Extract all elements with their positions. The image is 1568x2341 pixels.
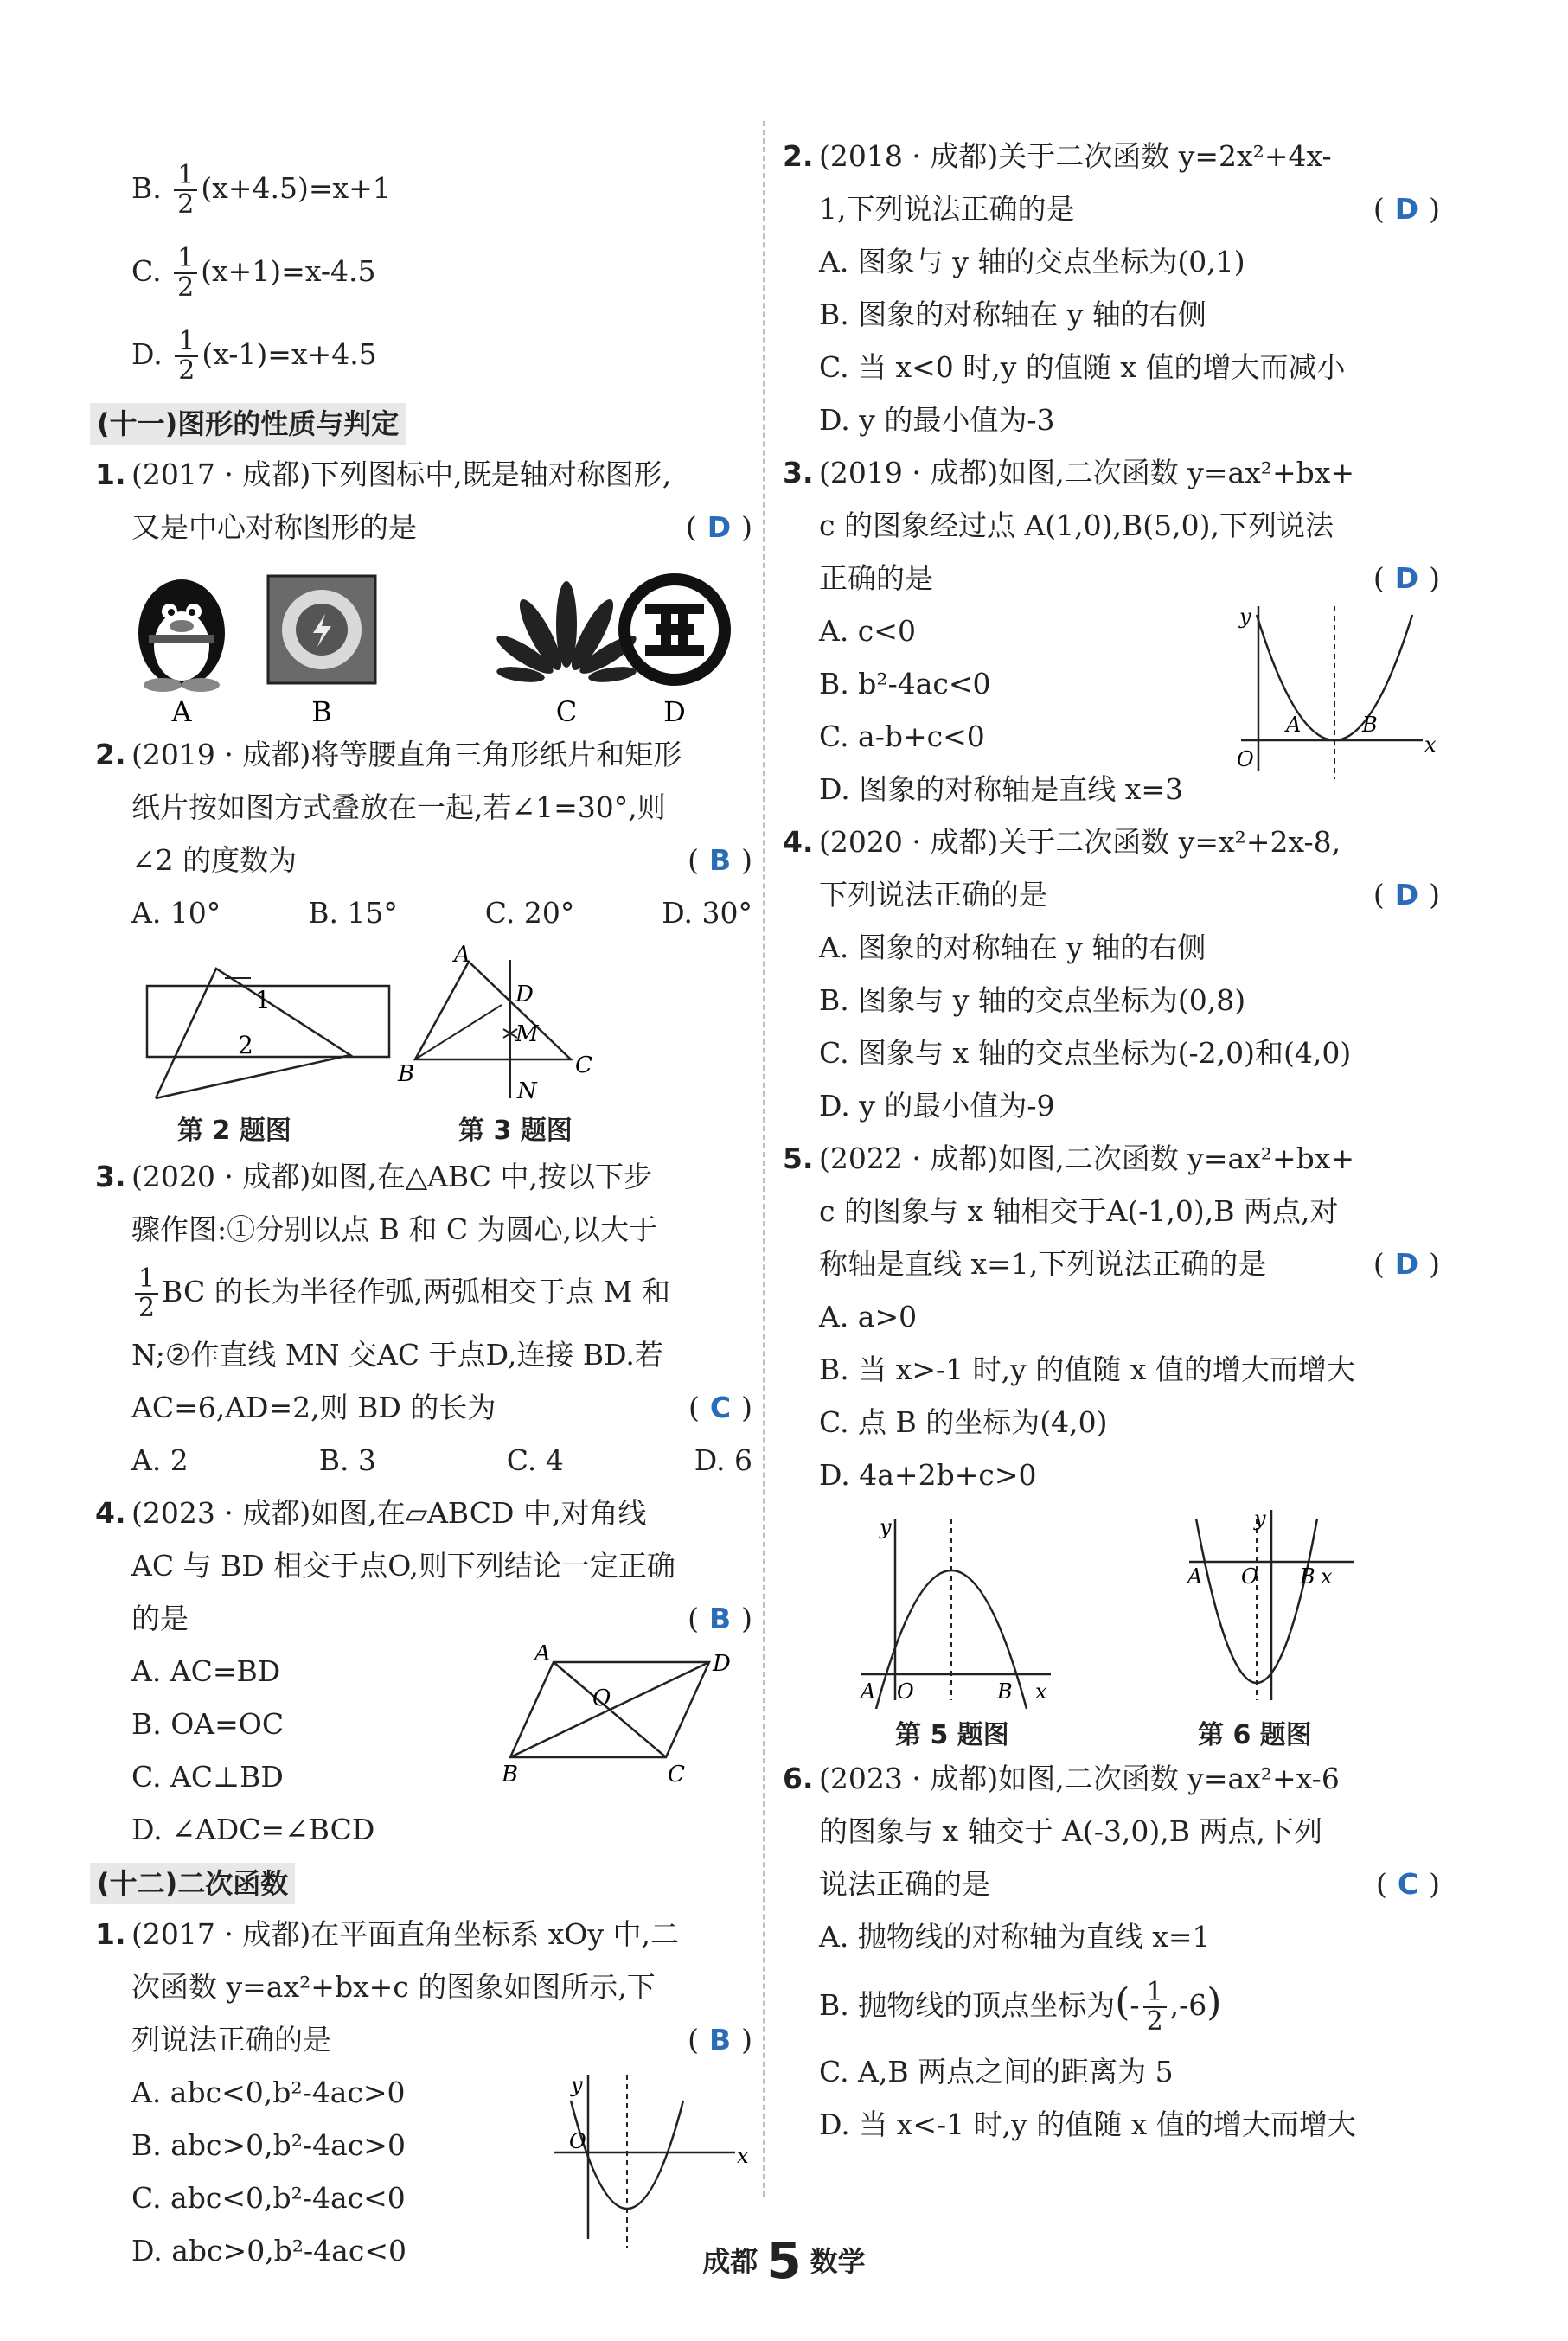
option: B. b²-4ac<0 [819,667,991,700]
option: C. 20° [484,896,575,930]
origin-label: O [897,1679,914,1704]
parabola-figure-1 [545,2066,752,2256]
question-11-4 [95,1487,752,1645]
figure-3 [415,960,571,1098]
parallelogram-figure [502,1645,752,1783]
question-text: 下列说法正确的是 [819,878,1047,911]
icon-figures [95,564,752,728]
s12-q3-options-block [783,604,1440,816]
answer: D [1394,561,1419,595]
question-text: 又是中心对称图形的是 [131,510,417,544]
question-text: AC 与 BD 相交于点O,则下列结论一定正确 [131,1549,675,1583]
point-b: B [1362,713,1378,737]
point-b: B [997,1679,1013,1704]
option: D. abc>0,b²-4ac<0 [131,2234,406,2267]
option: D. 30° [662,896,752,930]
option: A. a>0 [819,1300,918,1334]
option: D. 6 [694,1443,752,1477]
fraction [174,162,197,219]
answer-box: ( D ) [1373,561,1440,595]
fraction-num: 1 [175,328,198,357]
point-o: O [592,1685,611,1711]
option: B. 图象的对称轴在 y 轴的右侧 [819,297,1206,331]
point-c: C [668,1762,685,1783]
option: C. abc<0,b²-4ac<0 [131,2181,406,2215]
option-label: C. [131,254,162,288]
right-column [783,130,1440,2151]
point-a: A [534,1645,551,1666]
option: D. 当 x<-1 时,y 的值随 x 值的增大而增大 [819,2108,1356,2141]
question-text: 骤作图:①分别以点 B 和 C 为圆心,以大于 [131,1212,658,1246]
caption-fig-5: 第 5 题图 [895,1720,1009,1750]
option-text: (x+1)=x-4.5 [201,254,376,288]
top-option-c [95,230,752,313]
point-c: C [575,1052,592,1078]
answer-box: ( B ) [688,843,752,877]
question-text: (2018 · 成都)关于二次函数 y=2x²+4x- [819,139,1332,173]
question-11-3 [95,1150,752,1434]
option-text: B. 抛物线的顶点坐标为 [819,1988,1116,2022]
origin-label: O [1237,747,1254,771]
top-option-d [95,313,752,396]
axis-x-label: x [737,2144,749,2168]
axis-x-label: x [1424,732,1437,757]
question-text: (2023 · 成都)如图,在▱ABCD 中,对角线 [131,1496,647,1530]
question-12-6 [783,1752,1440,1910]
question-number: 1. [95,1917,126,1951]
question-text: c 的图象经过点 A(1,0),B(5,0),下列说法 [819,508,1334,542]
question-number: 6. [783,1762,814,1795]
power-button-icon [268,576,375,683]
question-text: (2019 · 成都)如图,二次函数 y=ax²+bx+ [819,456,1355,489]
question-text: (2023 · 成都)如图,二次函数 y=ax²+x-6 [819,1762,1340,1795]
option: B. 抛物线的顶点坐标为(- $\frac{1}{2}$ ,-6) [819,1977,1222,2037]
answer: B [708,1602,732,1635]
option: B. abc>0,b²-4ac>0 [131,2128,406,2162]
question-text: (2022 · 成都)如图,二次函数 y=ax²+bx+ [819,1142,1355,1175]
question-text: 的是 [131,1602,189,1635]
question-11-1 [95,448,752,553]
fraction-den: 2 [178,355,195,386]
question-number: 2. [95,738,126,771]
question-12-2 [783,130,1440,235]
fraction-num: 1 [174,245,197,274]
option: A. abc<0,b²-4ac>0 [131,2076,406,2109]
point-d: D [713,1651,731,1677]
option: D. y 的最小值为-3 [819,403,1055,437]
question-text: (2017 · 成都)在平面直角坐标系 xOy 中,二 [131,1917,679,1951]
option: C. 点 B 的坐标为(4,0) [819,1405,1108,1439]
answer-box: ( D ) [1373,1247,1440,1281]
icon-label-d: D [663,695,686,728]
section-title-12: (十二)二次函数 [90,1863,295,1904]
axis-x-label: x [1321,1564,1333,1589]
answer-box: ( D ) [1373,878,1440,911]
left-column [95,147,752,2277]
origin-label: O [1241,1564,1258,1589]
fraction-den: 2 [177,189,195,220]
option: C. AC⊥BD [131,1760,284,1794]
point-a: A [454,943,470,968]
figure-6 [1189,1510,1354,1700]
figures-2-3 [95,943,752,1150]
axis-y-label: y [1239,604,1251,629]
question-11-2 [95,728,752,886]
penguin-icon [138,579,225,692]
origin-label: O [569,2129,586,2153]
question-text: 称轴是直线 x=1,下列说法正确的是 [819,1247,1267,1281]
question-text: ∠2 的度数为 [131,843,298,877]
option: D. ∠ADC=∠BCD [131,1813,375,1846]
question-12-4 [783,816,1440,921]
bank-logo-icon [624,579,725,680]
question-text: 正确的是 [819,561,933,595]
axis-y-label: y [1254,1506,1266,1531]
fraction [135,1265,158,1322]
option: A. AC=BD [131,1654,281,1688]
option-label: D. [131,337,163,371]
axis-x-label: x [1035,1679,1047,1704]
answer-box: ( C ) [688,1391,752,1424]
fraction [175,328,198,385]
icon-label-c: C [555,695,578,728]
fraction-num: 1 [135,1265,158,1295]
fraction-num: 1 [174,162,197,191]
axis-y-label: y [880,1515,892,1539]
icon-label-b: B [311,695,332,728]
options-row [95,886,752,939]
question-number: 3. [95,1160,126,1193]
point-b: B [1300,1564,1315,1589]
question-text: (2019 · 成都)将等腰直角三角形纸片和矩形 [131,738,682,771]
footer-subject: 数学 [810,2245,866,2278]
angle-2-label: 2 [238,1031,253,1059]
question-text: 1,下列说法正确的是 [819,192,1075,226]
option: A. 图象与 y 轴的交点坐标为(0,1) [819,245,1245,278]
column-divider [763,121,765,2197]
caption-fig-2: 第 2 题图 [177,1116,291,1146]
icon-row [95,564,752,728]
page-number: 5 [766,2231,802,2290]
answer: C [709,1391,732,1424]
answer-box: ( B ) [688,1602,752,1635]
option: D. 4a+2b+c>0 [819,1458,1037,1492]
option: D. 图象的对称轴是直线 x=3 [819,772,1184,806]
option: B. 3 [318,1443,376,1477]
question-text: AC=6,AD=2,则 BD 的长为 [131,1391,496,1424]
answer-box: ( D ) [685,510,752,544]
option: C. 当 x<0 时,y 的值随 x 值的增大而减小 [819,350,1346,384]
figure-5 [861,1519,1051,1709]
question-text: c 的图象与 x 轴相交于A(-1,0),B 两点,对 [819,1194,1339,1228]
angle-1-label: 1 [255,986,271,1014]
page-footer [0,2231,1568,2290]
answer: C [1397,1867,1419,1901]
question-12-1 [95,1908,752,2066]
fraction [1143,1979,1167,2036]
point-n: N [517,1078,537,1104]
section-title-11: (十一)图形的性质与判定 [90,403,406,445]
footer-city: 成都 [702,2245,758,2278]
option: A. 图象的对称轴在 y 轴的右侧 [819,931,1206,964]
question-number: 3. [783,456,814,489]
flower-logo-icon [492,581,640,685]
question-text: 说法正确的是 [819,1867,990,1901]
parabola-figure-3 [1232,598,1440,788]
option: B. 15° [308,896,398,930]
option: A. 2 [131,1443,189,1477]
answer: D [1394,878,1419,911]
answer: B [708,2023,732,2056]
geometry-figures [95,943,752,1107]
question-text: 的图象与 x 轴交于 A(-3,0),B 两点,下列 [819,1814,1323,1848]
options-row [95,1434,752,1487]
point-d: D [515,982,534,1007]
question-text: 列说法正确的是 [131,2023,331,2056]
question-number: 5. [783,1142,814,1175]
point-b: B [398,1061,415,1087]
option: A. c<0 [819,614,916,648]
point-a: A [1286,713,1302,737]
option: C. 4 [506,1443,564,1477]
question-text: N;②作直线 MN 交AC 于点D,连接 BD.若 [131,1338,663,1372]
answer: D [1394,1247,1419,1281]
answer: B [708,843,732,877]
option-text: (x-1)=x+4.5 [202,337,377,371]
question-text: (2020 · 成都)关于二次函数 y=x²+2x-8, [819,825,1341,859]
axis-y-label: y [571,2073,583,2097]
answer: D [707,510,732,544]
option-text: (x+4.5)=x+1 [201,171,391,205]
fraction-den: 2 [1146,2006,1163,2037]
answer-box: ( D ) [1373,192,1440,226]
question-number: 4. [783,825,814,859]
option: D. y 的最小值为-9 [819,1089,1055,1123]
question-text: 纸片按如图方式叠放在一起,若∠1=30°,则 [131,790,666,824]
question-12-3 [783,446,1440,604]
answer-box: ( C ) [1376,1867,1440,1901]
q4-options-block [95,1645,752,1856]
question-text: (2017 · 成都)下列图标中,既是轴对称图形, [131,457,672,491]
point-m: M [515,1021,539,1047]
point-a: A [861,1679,876,1704]
option: B. 当 x>-1 时,y 的值随 x 值的增大而增大 [819,1353,1355,1386]
question-number: 1. [95,457,126,491]
question-text: 次函数 y=ax²+bx+c 的图象如图所示,下 [131,1970,656,2004]
fraction-den: 2 [138,1293,156,1323]
option: A. 抛物线的对称轴为直线 x=1 [819,1920,1211,1954]
question-number: 2. [783,139,814,173]
question-number: 4. [95,1496,126,1530]
caption-fig-6: 第 6 题图 [1198,1720,1312,1750]
question-12-5 [783,1132,1440,1290]
fraction [174,245,197,302]
answer-box: ( B ) [688,2023,752,2056]
answer: D [1394,192,1419,226]
question-text: BC 的长为半径作弧,两弧相交于点 M 和 [162,1275,670,1308]
question-text: (2020 · 成都)如图,在△ABC 中,按以下步 [131,1160,652,1193]
option: C. 图象与 x 轴的交点坐标为(-2,0)和(4,0) [819,1036,1352,1070]
fraction-den: 2 [177,272,195,303]
option: A. 10° [131,896,221,930]
fraction-num: 1 [1143,1979,1167,2008]
point-b: B [502,1762,519,1783]
caption-fig-3: 第 3 题图 [458,1116,573,1146]
option: C. a-b+c<0 [819,720,985,753]
option: C. A,B 两点之间的距离为 5 [819,2055,1174,2088]
option: B. OA=OC [131,1707,285,1741]
parabola-figures-5-6 [783,1501,1440,1709]
option-text: ,-6 [1169,1988,1207,2022]
point-a: A [1187,1564,1203,1589]
figures-5-6 [783,1501,1440,1752]
option-label: B. [131,171,162,205]
option: B. 图象与 y 轴的交点坐标为(0,8) [819,983,1246,1017]
top-option-b [95,147,752,230]
icon-label-a: A [171,695,192,728]
